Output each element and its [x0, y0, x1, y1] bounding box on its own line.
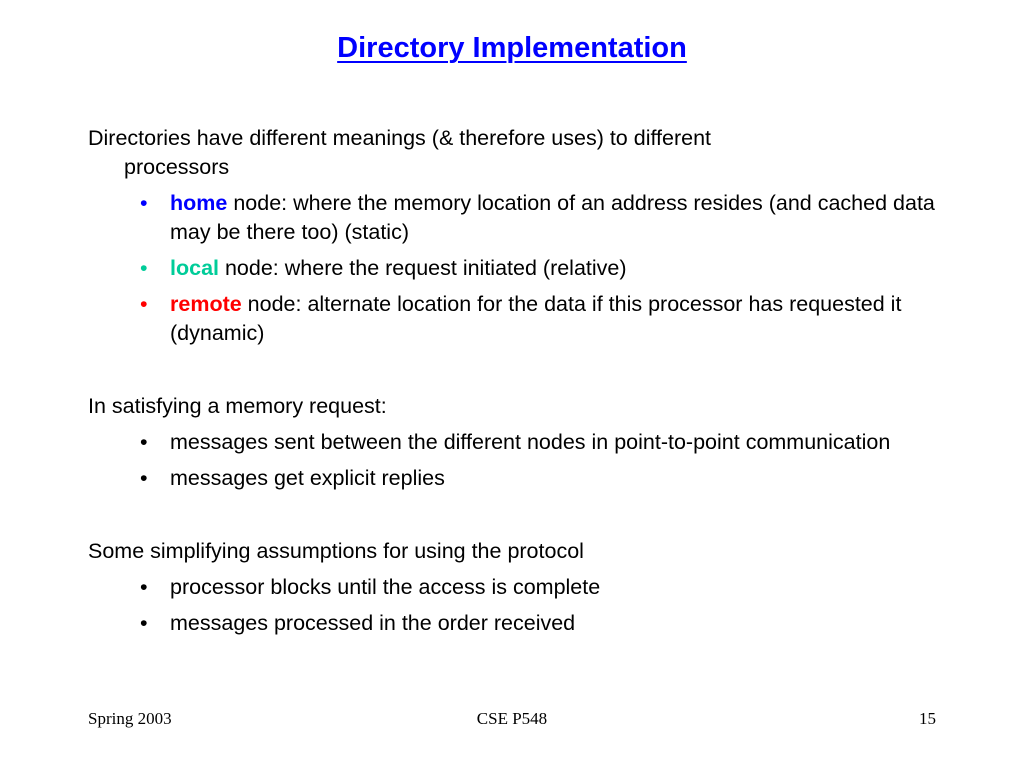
section-directories	[88, 124, 958, 348]
list-item-local-node	[88, 254, 958, 283]
footer-page-number: 15	[919, 709, 936, 728]
list-item-text: node: where the request initiated (relative)	[219, 256, 627, 280]
bullet-icon: •	[140, 191, 148, 215]
bullet-icon: •	[140, 466, 148, 490]
section-heading-line-2: processors	[124, 155, 230, 179]
section-heading-line-1: Directories have different meanings (& therefore uses) to different	[88, 126, 712, 150]
keyword-remote: remote	[170, 292, 242, 316]
slide-body	[88, 124, 958, 645]
list-item-text: node: where the memory location of an address resides (and cached data may be there too) (static)	[170, 191, 935, 244]
footer-course: CSE P548	[476, 709, 548, 728]
node-types-list	[88, 189, 958, 348]
assumptions-list	[88, 573, 958, 638]
list-item-home-node	[88, 189, 958, 247]
slide-title: Directory Implementation	[337, 32, 687, 64]
list-item-text: node: alternate location for the data if this processor has requested it (dynamic)	[170, 292, 902, 345]
section-heading: In satisfying a memory request:	[88, 394, 387, 418]
keyword-local: local	[170, 256, 219, 280]
section-heading	[88, 124, 958, 182]
section-memory-request	[88, 392, 958, 493]
bullet-icon: •	[140, 292, 148, 316]
list-item	[88, 428, 958, 457]
list-item	[88, 464, 958, 493]
memory-request-list	[88, 428, 958, 493]
keyword-home: home	[170, 191, 228, 215]
list-item-text: messages get explicit replies	[170, 466, 445, 490]
bullet-icon: •	[140, 575, 148, 599]
section-heading: Some simplifying assumptions for using the protocol	[88, 539, 584, 563]
section-assumptions	[88, 537, 958, 638]
bullet-icon: •	[140, 430, 148, 454]
list-item-text: processor blocks until the access is complete	[170, 575, 601, 599]
footer-term: Spring 2003	[88, 709, 172, 728]
bullet-icon: •	[140, 611, 148, 635]
list-item	[88, 573, 958, 602]
bullet-icon: •	[140, 256, 148, 280]
list-item	[88, 609, 958, 638]
list-item-remote-node	[88, 290, 958, 348]
list-item-text: messages sent between the different nodes in point-to-point communication	[170, 430, 891, 454]
list-item-text: messages processed in the order received	[170, 611, 576, 635]
